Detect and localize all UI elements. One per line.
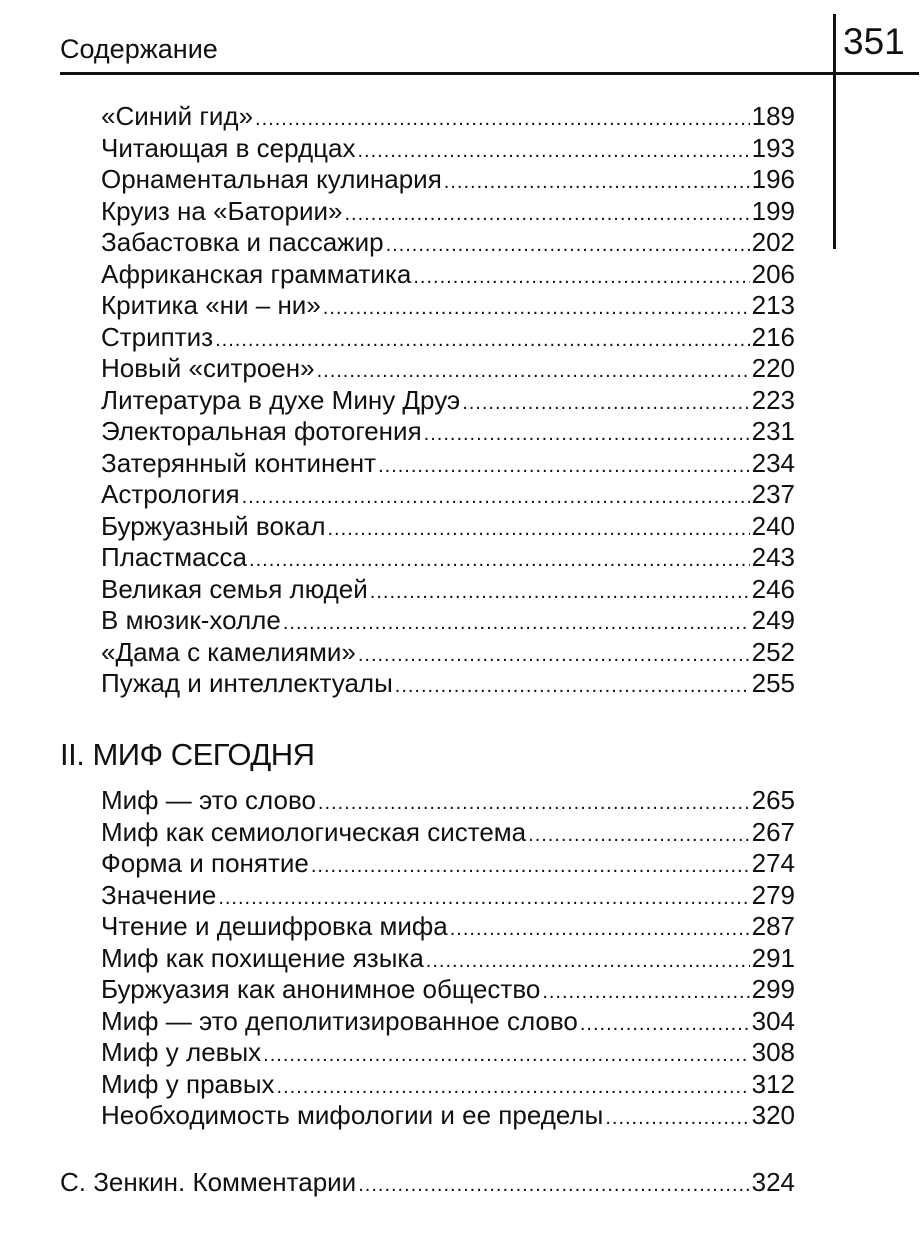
toc-list-commentary: [60, 1167, 795, 1199]
toc-entry-title: Миф у правых: [101, 1068, 275, 1099]
toc-entry[interactable]: [60, 1167, 795, 1199]
dot-leader: [542, 974, 749, 1009]
toc-entry[interactable]: [101, 1100, 795, 1132]
dot-leader: [395, 668, 750, 703]
dot-leader: [358, 1167, 749, 1202]
toc-entry[interactable]: [101, 605, 795, 637]
toc-entry-page: 189: [751, 101, 795, 131]
dot-leader: [277, 1069, 750, 1104]
toc-entry-page: 243: [751, 542, 795, 572]
dot-leader: [242, 479, 750, 514]
toc-entry[interactable]: [101, 911, 795, 943]
toc-entry-page: 206: [751, 258, 795, 289]
toc-list-part-2: [101, 785, 795, 1132]
dot-leader: [426, 943, 750, 978]
toc-entry-title: Новый «ситроен»: [101, 353, 315, 383]
toc-entry-title: Африканская грамматика: [101, 258, 412, 289]
toc-entry-page: 252: [751, 636, 795, 667]
toc-entry-title: Круиз на «Батории»: [101, 195, 343, 226]
toc-entry-page: 308: [751, 1037, 795, 1067]
toc-entry[interactable]: [101, 227, 795, 259]
toc-entry[interactable]: [101, 974, 795, 1006]
dot-leader: [413, 259, 749, 294]
dot-leader: [263, 1037, 749, 1072]
toc-entry-page: 249: [751, 605, 795, 635]
toc-entry[interactable]: [101, 259, 795, 291]
toc-entry-page: 216: [751, 321, 795, 352]
toc-entry-page: 255: [751, 668, 795, 698]
dot-leader: [357, 133, 749, 168]
toc-entry-page: 299: [751, 974, 795, 1004]
toc-entry[interactable]: [101, 511, 795, 543]
dot-leader: [580, 1006, 750, 1041]
toc-entry-title: Миф — это слово: [101, 785, 316, 815]
toc-entry[interactable]: [101, 668, 795, 700]
toc-entry[interactable]: [101, 101, 795, 133]
toc-entry[interactable]: [101, 1006, 795, 1038]
toc-entry-page: 213: [751, 290, 795, 320]
toc-entry-page: 267: [751, 816, 795, 847]
vertical-rule: [833, 14, 836, 249]
toc-entry-title: Миф — это деполитизированное слово: [101, 1005, 578, 1036]
toc-list-part-1: [101, 101, 795, 700]
toc-entry-title: Читающая в сердцах: [101, 132, 356, 163]
toc-entry[interactable]: [101, 133, 795, 165]
toc-entry[interactable]: [101, 353, 795, 385]
toc-entry[interactable]: [101, 943, 795, 975]
dot-leader: [424, 416, 750, 451]
toc-entry[interactable]: [101, 479, 795, 511]
toc-entry-title: «Синий гид»: [101, 101, 254, 131]
toc-entry-page: 304: [751, 1005, 795, 1036]
toc-entry-page: 291: [751, 942, 795, 973]
toc-entry[interactable]: [101, 290, 795, 322]
toc-entry-title: С. Зенкин. Комментарии: [60, 1167, 357, 1197]
toc-entry-title: Стриптиз: [101, 321, 214, 352]
dot-leader: [283, 605, 750, 640]
toc-entry-page: 312: [751, 1068, 795, 1099]
page-number: 351: [843, 21, 905, 62]
dot-leader: [218, 880, 749, 915]
toc-entry[interactable]: [101, 542, 795, 574]
toc-entry-page: 196: [751, 164, 795, 194]
dot-leader: [528, 817, 749, 852]
toc-entry-title: Литература в духе Мину Друэ: [101, 384, 461, 415]
dot-leader: [328, 511, 750, 546]
toc-entry[interactable]: [101, 574, 795, 606]
dot-leader: [344, 196, 749, 231]
toc-entry-page: 202: [751, 227, 795, 257]
toc-entry-page: 324: [751, 1167, 795, 1197]
toc-entry-page: 223: [751, 384, 795, 415]
toc-entry-title: Пластмасса: [101, 542, 248, 572]
toc-entry-title: Миф как семиологическая система: [101, 816, 527, 847]
toc-entry-page: 193: [751, 132, 795, 163]
toc-entry-title: Забастовка и пассажир: [101, 227, 384, 257]
dot-leader: [386, 227, 750, 262]
toc-entry-page: 220: [751, 353, 795, 383]
toc-entry[interactable]: [101, 817, 795, 849]
toc-entry-title: Электоральная фотогения: [101, 416, 422, 446]
toc-entry-page: 231: [751, 416, 795, 446]
toc-entry-title: Затерянный континент: [101, 447, 377, 478]
toc-entry[interactable]: [101, 848, 795, 880]
toc-entry[interactable]: [101, 785, 795, 817]
toc-entry-title: В мюзик-холле: [101, 605, 281, 635]
toc-entry[interactable]: [101, 637, 795, 669]
section-heading: II. МИФ СЕГОДНЯ: [60, 737, 315, 772]
toc-entry-title: Астрология: [101, 479, 240, 509]
dot-leader: [370, 574, 750, 609]
toc-entry-title: Критика «ни – ни»: [101, 290, 321, 320]
toc-entry-page: 246: [751, 573, 795, 604]
dot-leader: [311, 848, 750, 883]
toc-entry[interactable]: [101, 385, 795, 417]
toc-entry-page: 274: [751, 848, 795, 878]
dot-leader: [317, 353, 750, 388]
toc-entry-page: 237: [751, 479, 795, 509]
toc-entry-page: 240: [751, 510, 795, 541]
dot-leader: [378, 448, 750, 483]
toc-entry-title: Чтение и дешифровка мифа: [101, 911, 448, 941]
toc-entry[interactable]: [101, 416, 795, 448]
dot-leader: [450, 911, 750, 946]
toc-entry-title: Буржуазный вокал: [101, 510, 326, 541]
toc-entry-page: 199: [751, 195, 795, 226]
header-rule: [60, 72, 919, 75]
toc-entry-page: 234: [751, 447, 795, 478]
toc-entry-title: Пужад и интеллектуалы: [101, 668, 393, 698]
dot-leader: [605, 1100, 749, 1135]
dot-leader: [444, 164, 750, 199]
toc-entry[interactable]: [101, 1037, 795, 1069]
toc-entry-title: Великая семья людей: [101, 573, 368, 604]
toc-entry[interactable]: [101, 448, 795, 480]
toc-entry-title: Форма и понятие: [101, 848, 309, 878]
toc-entry[interactable]: [101, 1069, 795, 1101]
toc-entry[interactable]: [101, 880, 795, 912]
toc-entry-title: «Дама с камелиями»: [101, 636, 356, 667]
toc-entry-title: Значение: [101, 879, 217, 910]
dot-leader: [462, 385, 749, 420]
toc-entry-page: 287: [751, 911, 795, 941]
toc-entry-title: Миф у левых: [101, 1037, 262, 1067]
toc-entry-title: Миф как похищение языка: [101, 942, 424, 973]
toc-entry-title: Буржуазия как анонимное общество: [101, 974, 541, 1004]
toc-entry-page: 279: [751, 879, 795, 910]
dot-leader: [215, 322, 750, 357]
toc-entry[interactable]: [101, 196, 795, 228]
dot-leader: [249, 542, 750, 577]
toc-entry-page: 265: [751, 785, 795, 815]
toc-entry-title: Необходимость мифологии и ее пределы: [101, 1100, 604, 1130]
toc-entry-title: Орнаментальная кулинария: [101, 164, 442, 194]
dot-leader: [318, 785, 750, 820]
dot-leader: [323, 290, 750, 325]
toc-entry[interactable]: [101, 322, 795, 354]
dot-leader: [358, 637, 750, 672]
running-header-title: Содержание: [60, 34, 218, 64]
toc-entry-page: 320: [751, 1100, 795, 1130]
dot-leader: [255, 101, 750, 136]
toc-entry[interactable]: [101, 164, 795, 196]
